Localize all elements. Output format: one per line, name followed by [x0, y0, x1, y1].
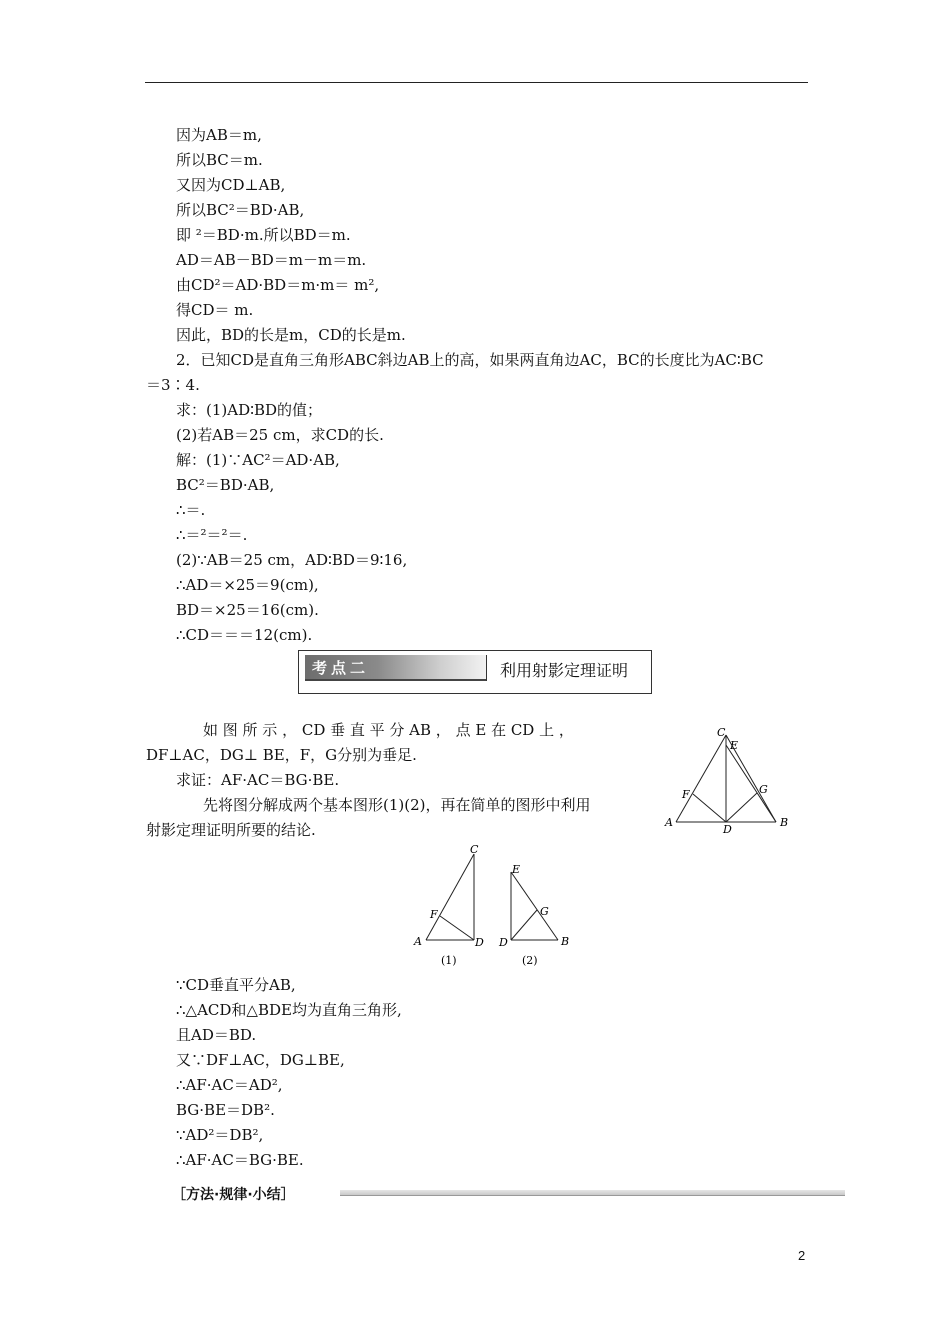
page-number: 2 [798, 1248, 806, 1263]
analysis-text: 先将图分解成两个基本图形(1)(2)，再在简单的图形中利用 [203, 796, 591, 814]
text-line: 因此，BD的长是m，CD的长是m. [176, 326, 406, 344]
label-D: D [475, 936, 484, 949]
text-line: ∴AD＝×25＝9(cm), [176, 576, 319, 594]
proof-line: ∴AF·AC＝BG·BE. [176, 1151, 304, 1169]
label-F: F [682, 788, 690, 801]
text-line: 因为AB＝m, [176, 126, 262, 144]
text-line: 即 ²＝BD·m.所以BD＝m. [176, 226, 351, 244]
proof-line: ∴△ACD和△BDE均为直角三角形, [176, 1001, 402, 1019]
problem-2-statement: 2．已知CD是直角三角形ABC斜边AB上的高，如果两直角边AC，BC的长度比为AC∶BC [176, 351, 764, 369]
main-geometry-figure [660, 725, 800, 835]
label-F: F [430, 908, 438, 921]
text-line: 由CD²＝AD·BD＝m·m＝ m², [176, 276, 380, 294]
text-line: 所以BC²＝BD·AB, [176, 201, 305, 219]
text-line: AD＝AB－BD＝m－m＝m. [176, 251, 367, 269]
proof-line: ∴AF·AC＝AD², [176, 1076, 283, 1094]
label-A: A [414, 935, 422, 948]
text-line: ∴CD＝＝＝12(cm). [176, 626, 313, 644]
summary-divider-bar [340, 1190, 845, 1196]
label-D: D [723, 823, 732, 835]
label-B: B [561, 935, 570, 948]
text-line: ∴＝. [176, 501, 206, 519]
text-line: 求：(1)AD∶BD的值； [176, 401, 323, 419]
text-line: (2)∵AB＝25 cm，AD∶BD＝9∶16, [176, 551, 408, 569]
problem-statement: 如 图 所 示 ， CD 垂 直 平 分 AB ， 点 E 在 CD 上 ， [203, 721, 574, 739]
proof-line: 且AD＝BD. [176, 1026, 257, 1044]
label-C: C [470, 843, 479, 856]
header-rule [145, 82, 808, 83]
label-D: D [499, 936, 508, 949]
label-G: G [540, 905, 549, 918]
proof-line: BG·BE＝DB². [176, 1101, 275, 1119]
problem-claim: 求证：AF·AC＝BG·BE. [176, 771, 340, 789]
text-line: 得CD＝ m. [176, 301, 254, 319]
proof-line: ∵AD²＝DB², [176, 1126, 264, 1144]
section-divider [486, 655, 487, 681]
text-line: (2)若AB＝25 cm，求CD的长. [176, 426, 384, 444]
problem-2-statement-cont: ＝3∶4. [146, 376, 200, 394]
label-E: E [730, 739, 739, 752]
text-line: ∴＝²＝²＝. [176, 526, 248, 544]
label-C: C [717, 726, 726, 739]
caption-1: (1) [441, 954, 457, 967]
proof-line: ∵CD垂直平分AB, [176, 976, 296, 994]
analysis-text: 射影定理证明所要的结论. [146, 821, 316, 839]
label-B: B [780, 816, 789, 829]
proof-line: 又∵DF⊥AC，DG⊥BE, [176, 1051, 345, 1069]
section-tag: 考点二 [312, 659, 370, 677]
text-line: BC²＝BD·AB, [176, 476, 275, 494]
caption-2: (2) [522, 954, 538, 967]
text-line: 所以BC＝m. [176, 151, 263, 169]
text-line: 解：(1)∵AC²＝AD·AB, [176, 451, 340, 469]
section-title: 利用射影定理证明 [500, 661, 629, 680]
label-A: A [665, 816, 673, 829]
text-line: 又因为CD⊥AB, [176, 176, 286, 194]
summary-heading: ［方法·规律·小结］ [172, 1187, 295, 1203]
sub-geometry-figures [410, 842, 580, 967]
text-line: BD＝×25＝16(cm). [176, 601, 319, 619]
label-E: E [512, 863, 521, 876]
label-G: G [759, 783, 768, 796]
problem-statement: DF⊥AC，DG⊥ BE，F，G分别为垂足. [146, 746, 417, 764]
